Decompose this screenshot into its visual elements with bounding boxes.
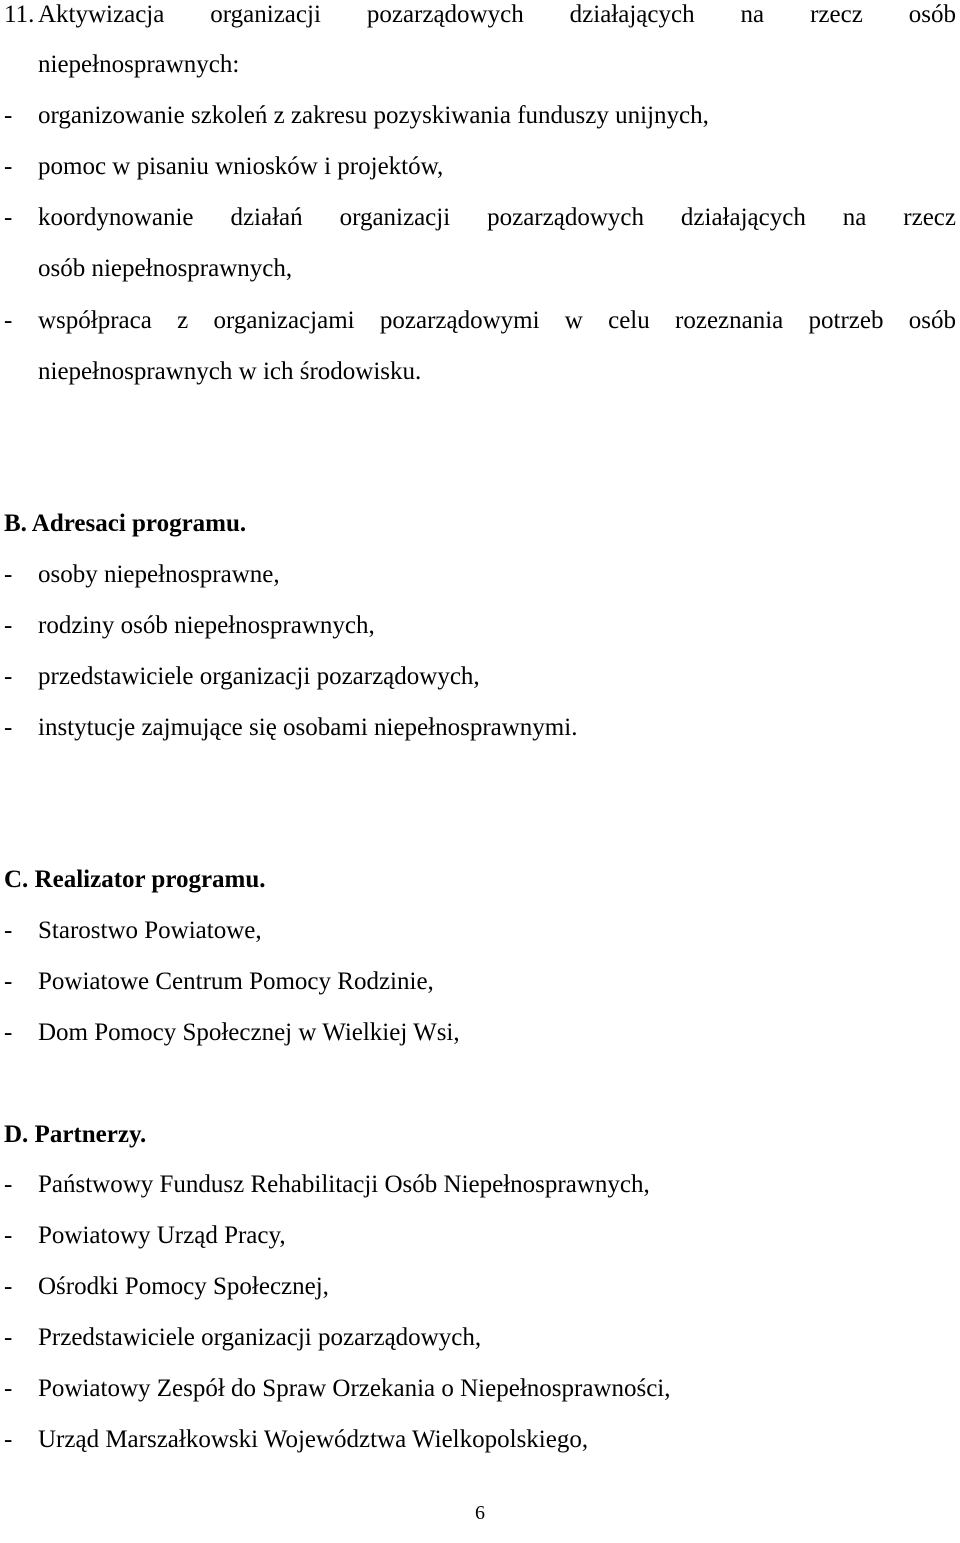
section-heading-d: D. Partnerzy. xyxy=(4,1121,147,1148)
bullet-dash: - xyxy=(4,102,13,129)
bullet-dash: - xyxy=(4,612,13,639)
bullet-dash: - xyxy=(4,1324,13,1351)
list-item-text: pomoc w pisaniu wniosków i projektów, xyxy=(38,153,444,180)
item-number: 11. xyxy=(4,1,35,28)
list-item-text: instytucje zajmujące się osobami niepełnosprawnymi. xyxy=(38,714,578,741)
list-item-text: przedstawiciele organizacji pozarządowych, xyxy=(38,663,480,690)
bullet-dash: - xyxy=(4,1273,13,1300)
list-item-text: Powiatowy Urząd Pracy, xyxy=(38,1222,286,1249)
page-number: 6 xyxy=(475,1502,485,1524)
bullet-dash: - xyxy=(4,1222,13,1249)
bullet-dash: - xyxy=(4,204,13,231)
list-item-text: Przedstawiciele organizacji pozarządowych, xyxy=(38,1324,482,1351)
list-item-text: koordynowanie działań organizacji pozarządowych działających na rzecz xyxy=(38,204,956,231)
list-item-text: Ośrodki Pomocy Społecznej, xyxy=(38,1273,329,1300)
bullet-dash: - xyxy=(4,1019,13,1046)
section-heading-b: B. Adresaci programu. xyxy=(4,510,247,537)
list-item-text: osób niepełnosprawnych, xyxy=(38,255,293,282)
bullet-dash: - xyxy=(4,663,13,690)
list-item-text: Urząd Marszałkowski Województwa Wielkopolskiego, xyxy=(38,1426,589,1453)
bullet-dash: - xyxy=(4,917,13,944)
list-item-text: Starostwo Powiatowe, xyxy=(38,917,262,944)
bullet-dash: - xyxy=(4,1426,13,1453)
list-item-text: rodziny osób niepełnosprawnych, xyxy=(38,612,375,639)
list-item-text: współpraca z organizacjami pozarządowymi w celu rozeznania potrzeb osób xyxy=(38,307,956,334)
list-item-text: Dom Pomocy Społecznej w Wielkiej Wsi, xyxy=(38,1019,460,1046)
bullet-dash: - xyxy=(4,153,13,180)
list-item-text: organizowanie szkoleń z zakresu pozyskiwania funduszy unijnych, xyxy=(38,102,709,129)
bullet-dash: - xyxy=(4,1375,13,1402)
bullet-dash: - xyxy=(4,968,13,995)
list-item-text: niepełnosprawnych w ich środowisku. xyxy=(38,358,422,385)
list-item-text: Powiatowe Centrum Pomocy Rodzinie, xyxy=(38,968,434,995)
item-11-intro-line-2: niepełnosprawnych: xyxy=(38,51,240,78)
bullet-dash: - xyxy=(4,561,13,588)
list-item-text: osoby niepełnosprawne, xyxy=(38,561,280,588)
bullet-dash: - xyxy=(4,1171,13,1198)
list-item-text: Powiatowy Zespół do Spraw Orzekania o Niepełnosprawności, xyxy=(38,1375,671,1402)
section-heading-c: C. Realizator programu. xyxy=(4,866,266,893)
list-item-text: Państwowy Fundusz Rehabilitacji Osób Niepełnosprawnych, xyxy=(38,1171,650,1198)
bullet-dash: - xyxy=(4,714,13,741)
item-11-intro-line-1: Aktywizacja organizacji pozarządowych działających na rzecz osób xyxy=(38,1,956,28)
bullet-dash: - xyxy=(4,307,13,334)
